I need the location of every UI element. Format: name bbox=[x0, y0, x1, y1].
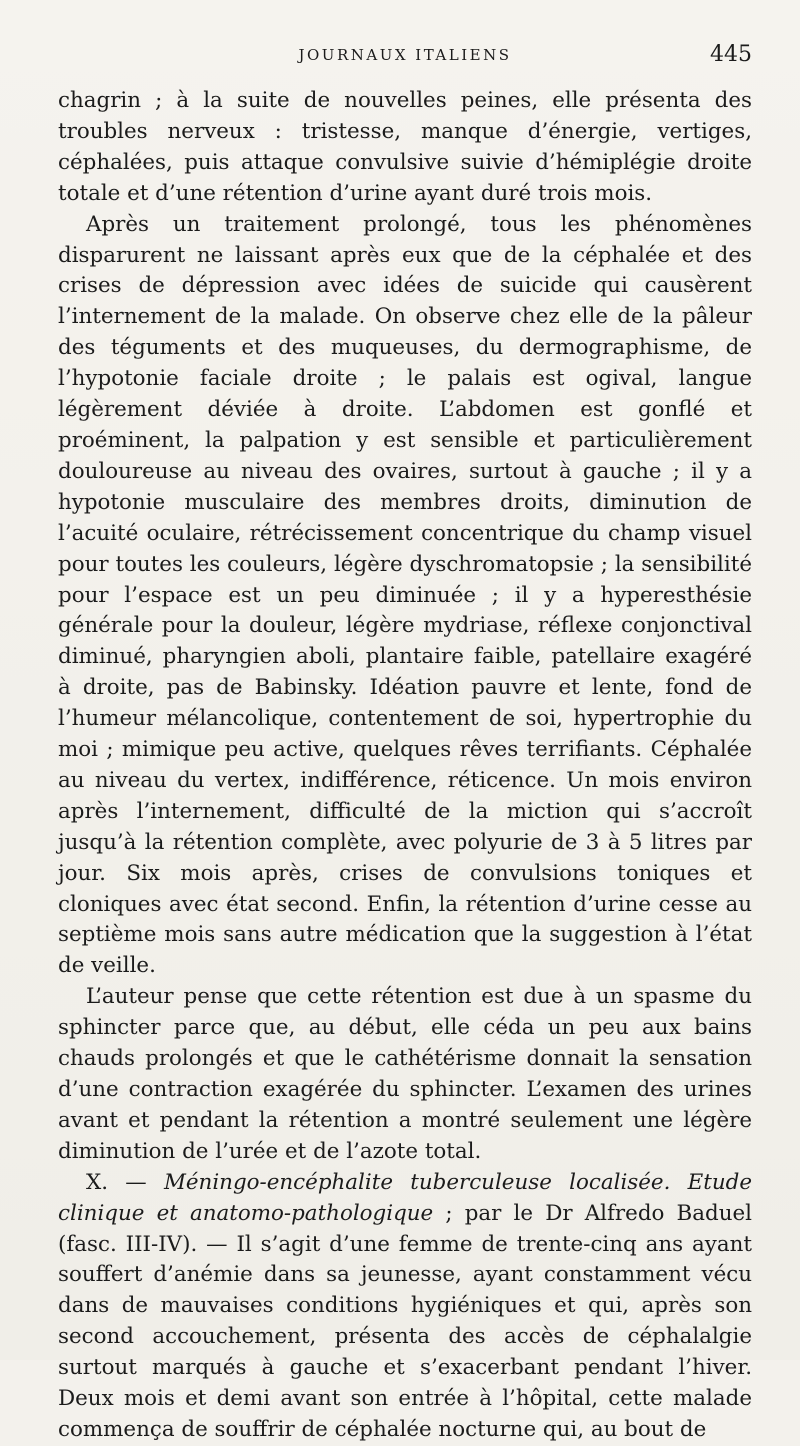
paragraph: chagrin ; à la suite de nouvelles peines, elle présenta des troubles nerveux : tristesse, manque d’énergie, vertiges, céphalées, puis attaque convulsive suivie d’hémiplégie droite totale et d’une rétention d’urine ayant duré trois mois. bbox=[58, 88, 752, 206]
section-dash: — bbox=[108, 1169, 164, 1195]
section-paragraph bbox=[58, 1168, 752, 1446]
page-number: 445 bbox=[710, 42, 752, 67]
section-title: Méningo-encéphalite tuberculeuse localisée. Etude clinique et anatomo-pathologique bbox=[58, 1169, 752, 1226]
section-byline: ; par le Dr Alfredo Baduel (fasc. III-IV). bbox=[58, 1200, 752, 1257]
section-number: X. bbox=[86, 1169, 109, 1195]
page-header bbox=[58, 38, 752, 78]
paragraph: Après un traitement prolongé, tous les phénomènes disparurent ne laissant après eux que de la céphalée et des crises de dépression avec idées de suicide qui causèrent l’internement de la malade. On observe chez elle de la pâleur des téguments et des muqueuses, du dermographisme, de l’hypotonie faciale droite ; le palais est ogival, langue légèrement déviée à droite. L’abdomen est gonflé et proéminent, la palpation y est sensible et particulièrement douloureuse au niveau des ovaires, surtout à gauche ; il y a hypotonie musculaire des membres droits, diminution de l’acuité oculaire, rétrécissement concentrique du champ visuel pour toutes les couleurs, légère dyschromatopsie ; la sensibilité pour l’espace est un peu diminuée ; il y a hyperesthésie générale pour la douleur, légère mydriase, réflexe conjonctival diminué, pharyngien aboli, plantaire faible, patellaire exagéré à droite, pas de Babinsky. Idéation pauvre et lente, fond de l’humeur mélancolique, contentement de soi, hypertrophie du moi ; mimique peu active, quelques rêves terrifiants. Céphalée au niveau du vertex, indifférence, réticence. Un mois environ après l’internement, difficulté de la miction qui s’accroît jusqu’à la rétention complète, avec polyurie de 3 à 5 litres par jour. Six mois après, crises de convulsions toniques et cloniques avec état second. Enfin, la rétention d’urine cesse au septième mois sans autre médication que la suggestion à l’état de veille. bbox=[58, 211, 752, 979]
body-text bbox=[58, 86, 752, 1446]
paragraph: L’auteur pense que cette rétention est due à un spasme du sphincter parce que, au début, elle céda un peu aux bains chauds prolongés et que le cathétérisme donnait la sensation d’une contraction exagérée du sphincter. L’examen des urines avant et pendant la rétention a montré seulement une légère diminution de l’urée et de l’azote total. bbox=[58, 984, 752, 1164]
section-text: — Il s’agit d’une femme de trente-cinq ans ayant souffert d’anémie dans sa jeunesse, ayant constamment vécu dans de mauvaises conditions hygiéniques et qui, après son second accouchement, présenta des accès de céphalalgie surtout marqués à gauche et s’exacerbant pendant l’hiver. Deux mois et demi avant son entrée à l’hôpital, cette malade commença de souffrir de céphalée nocturne qui, au bout de bbox=[58, 1231, 752, 1442]
running-title: JOURNAUX ITALIENS bbox=[298, 46, 512, 64]
